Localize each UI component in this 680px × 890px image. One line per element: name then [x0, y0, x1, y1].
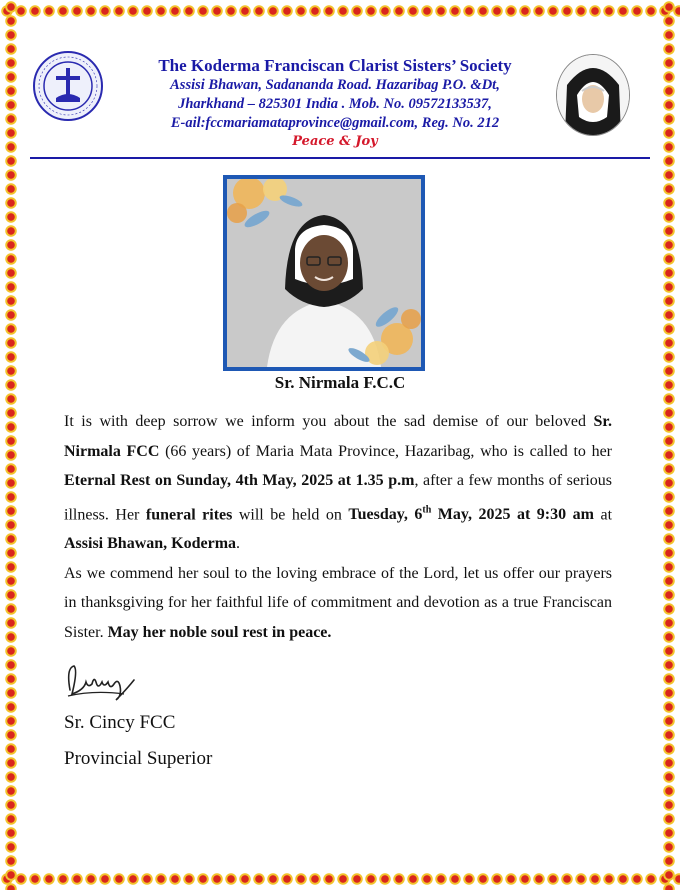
- bold-date: Eternal Rest on Sunday, 4th May, 2025 at 1.35 p.m: [64, 472, 415, 489]
- decorative-border-top: [0, 0, 680, 22]
- text-span: As we commend her soul to the loving embrace of the Lord, let us offer our prayers in thanksgiving for her faithful life of commitment and devotion as a true Franciscan Sister.: [64, 564, 612, 641]
- organization-name: The Koderma Franciscan Clarist Sisters’ Society: [158, 56, 512, 75]
- announcement-paragraph-2: [64, 559, 612, 648]
- nun-portrait-icon: [557, 55, 629, 135]
- bold-rest-in-peace: May her noble soul rest in peace.: [107, 623, 332, 641]
- header-divider: [30, 157, 650, 159]
- text-span: .: [236, 535, 241, 553]
- letterhead: [120, 56, 550, 149]
- founder-portrait: [556, 54, 630, 136]
- announcement-body: [64, 407, 612, 647]
- text-span: , after a few months of serious illness. Her: [64, 472, 612, 523]
- bold-funeral: funeral rites: [145, 505, 233, 523]
- signatory-name: Sr. Cincy FCC: [64, 712, 176, 733]
- text-span: at: [593, 505, 613, 523]
- ordinal-suffix: th: [422, 504, 432, 516]
- address-line-2: Jharkhand – 825301 India . Mob. No. 09572133537,: [178, 96, 492, 112]
- text-span: (66 years) of Maria Mata Province, Hazaribag, who is called to her: [159, 442, 612, 460]
- memorial-photo-frame: [223, 175, 425, 371]
- handwritten-signature: [64, 660, 144, 702]
- portrait-image: [227, 179, 421, 367]
- text-span: It is with deep sorrow we inform you about the sad demise of our beloved: [64, 413, 594, 430]
- decorative-border-bottom: [0, 868, 680, 890]
- decorative-border-right: [658, 0, 680, 890]
- decorative-border-left: [0, 0, 22, 890]
- announcement-paragraph-1: [64, 407, 612, 559]
- text-span: Tuesday, 6: [348, 505, 423, 523]
- motto: Peace & Joy: [292, 134, 378, 149]
- bold-venue: Assisi Bhawan, Koderma: [64, 535, 237, 553]
- deceased-name-caption: Sr. Nirmala F.C.C: [274, 373, 406, 392]
- society-seal-icon: [32, 50, 104, 122]
- address-line-3: E-ail:fccmariamataprovince@gmail.com, Reg. No. 212: [170, 115, 500, 131]
- memorial-photo: [227, 179, 421, 367]
- signatory-title: Provincial Superior: [64, 748, 213, 769]
- text-span: May, 2025 at 9:30 am: [431, 505, 594, 523]
- address-line-1: Assisi Bhawan, Sadananda Road. Hazaribag P.O. &Dt,: [170, 77, 500, 93]
- bold-name: Sr. Nirmala FCC: [64, 413, 612, 460]
- bold-funeral-date: [348, 506, 594, 523]
- text-span: will be held on: [232, 505, 349, 523]
